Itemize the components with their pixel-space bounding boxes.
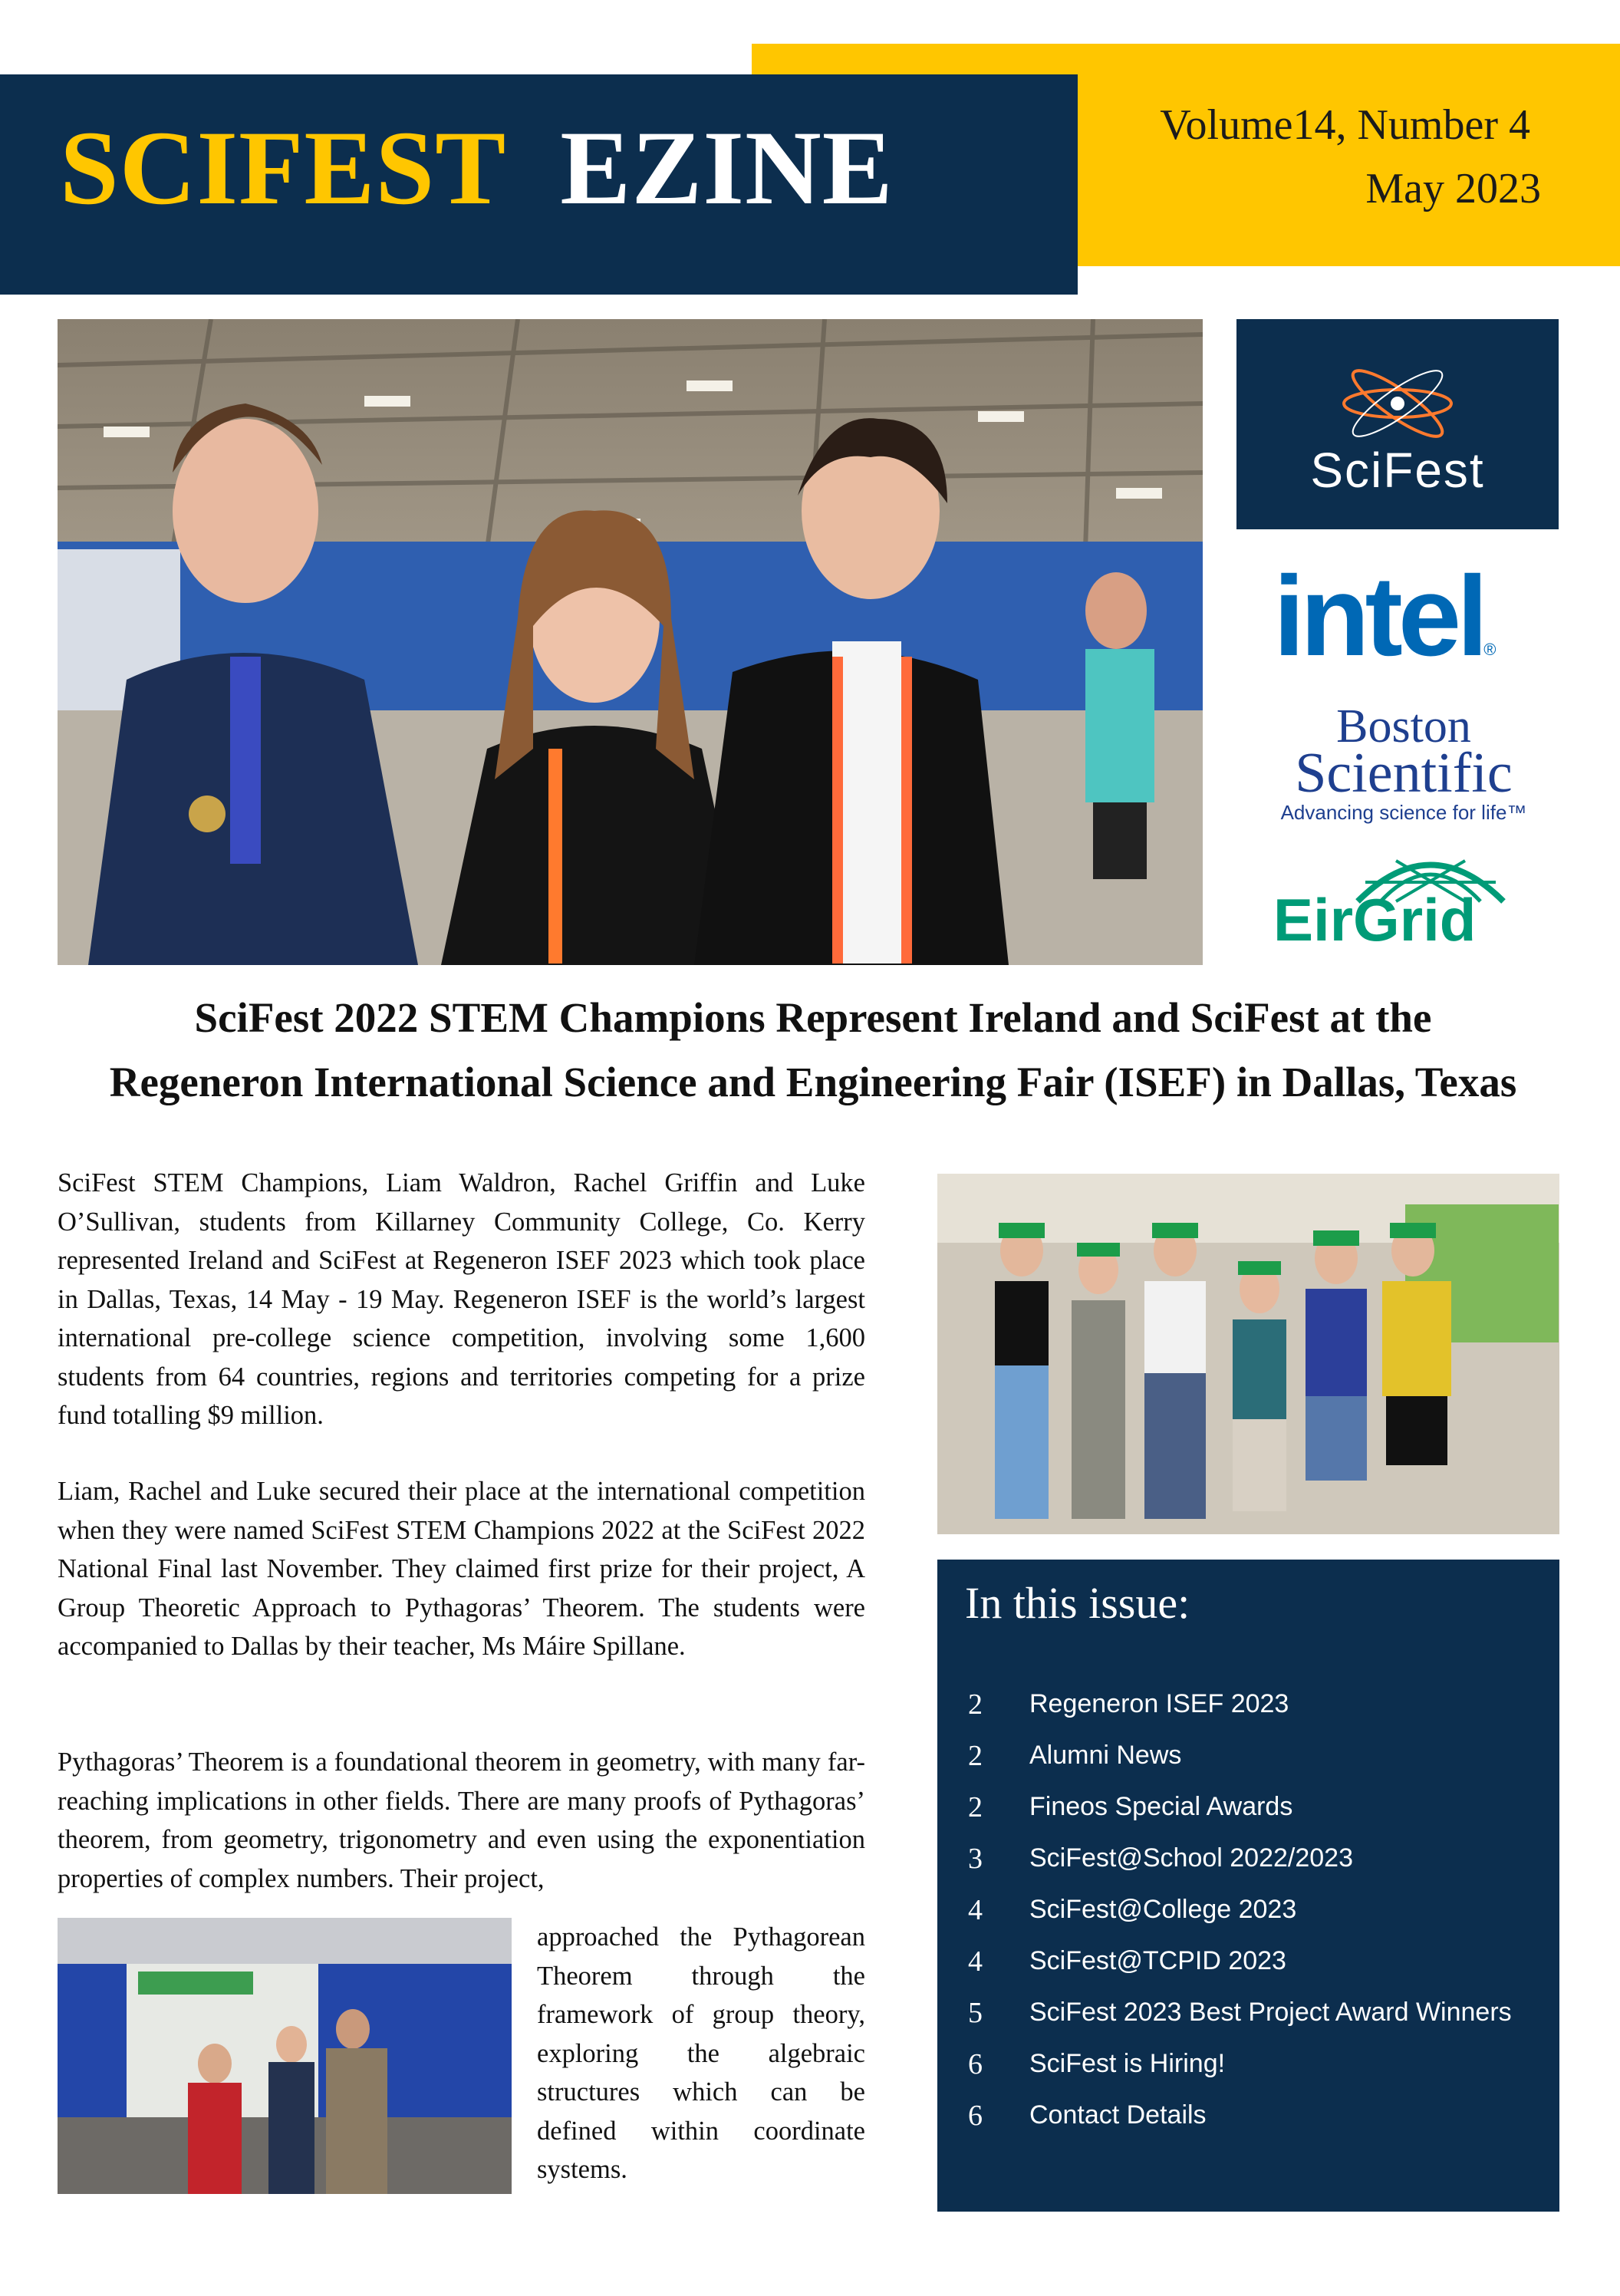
issue-item-page: 3 xyxy=(968,1843,983,1875)
issue-list-item[interactable] xyxy=(968,2101,1512,2153)
issue-item-page: 4 xyxy=(968,1894,983,1926)
issue-volume: Volume14, Number 4 xyxy=(1160,101,1530,149)
eirgrid-logo xyxy=(1273,844,1534,959)
in-this-issue-box xyxy=(937,1560,1559,2212)
boston-logo-line1: Boston xyxy=(1336,700,1471,753)
issue-item-label: Regeneron ISEF 2023 xyxy=(1029,1689,1289,1718)
masthead-title xyxy=(60,109,894,226)
article-paragraph-1: SciFest STEM Champions, Liam Waldron, Rachel Griffin and Luke O’Sullivan, students from Killarney Community College, Co. Kerry represented Ireland and SciFest at Regeneron ISEF 2023 which took place in Dallas, Texas, 14 May - 19 May. Regeneron ISEF is the world’s largest international pre-college science competition, involving some 1,600 students from 64 countries, regions and territories competing for a prize fund totalling $9 million. xyxy=(58,1168,865,1430)
issue-item-label: SciFest@TCPID 2023 xyxy=(1029,1946,1286,1975)
headline-line-1: SciFest 2022 STEM Champions Represent Ireland and SciFest at the xyxy=(194,994,1432,1041)
article-paragraph-3: Pythagoras’ Theorem is a foundational theorem in geometry, with many far-reaching implications in other fields. There are many proofs of Pythagoras’ theorem, from geometry, trigonometry and even using the exponentiation properties of complex numbers. Their project, xyxy=(58,1748,865,1893)
atom-icon xyxy=(1336,365,1459,442)
group-photo-green-caps xyxy=(937,1174,1559,1534)
issue-list xyxy=(968,1690,1512,2153)
article-paragraph-2: Liam, Rachel and Luke secured their place at the international competition when they were named SciFest STEM Champions 2022 at the SciFest 2022 National Final last November. They claimed first prize for their project, A Group Theoretic Approach to Pythagoras’ Theorem. The students were accompanied to Dallas by their teacher, Ms Máire Spillane. xyxy=(58,1477,865,1661)
masthead-title-scifest: SCIFEST xyxy=(60,109,507,226)
issue-item-page: 2 xyxy=(968,1740,983,1772)
issue-list-item[interactable] xyxy=(968,1844,1512,1896)
intel-logo: intel® xyxy=(1273,553,1497,680)
issue-item-label: Contact Details xyxy=(1029,2100,1207,2130)
intel-logo-text: intel xyxy=(1273,553,1484,680)
project-board-photo xyxy=(58,1918,512,2194)
boston-logo-tagline: Advancing science for life™ xyxy=(1280,800,1527,824)
issue-item-label: SciFest 2023 Best Project Award Winners xyxy=(1029,1998,1512,2027)
eirgrid-logo-text: EirGrid xyxy=(1273,886,1477,954)
scifest-logo-text: SciFest xyxy=(1310,443,1485,498)
issue-list-item[interactable] xyxy=(968,1896,1512,1947)
issue-item-page: 4 xyxy=(968,1945,983,1978)
boston-logo-line2: Scientific xyxy=(1295,741,1513,805)
issue-list-item[interactable] xyxy=(968,1998,1512,2050)
issue-item-page: 6 xyxy=(968,2048,983,2080)
main-photo-students xyxy=(58,319,1203,965)
issue-list-item[interactable] xyxy=(968,1947,1512,1998)
issue-item-label: Alumni News xyxy=(1029,1741,1182,1770)
headline-line-2: Regeneron International Science and Engineering Fair (ISEF) in Dallas, Texas xyxy=(109,1059,1517,1105)
issue-item-label: SciFest@School 2022/2023 xyxy=(1029,1843,1353,1873)
masthead-title-ezine: EZINE xyxy=(560,109,894,226)
issue-item-page: 6 xyxy=(968,2100,983,2132)
boston-scientific-logo xyxy=(1258,700,1549,828)
article-headline xyxy=(31,986,1595,1115)
issue-item-label: Fineos Special Awards xyxy=(1029,1792,1293,1821)
issue-item-label: SciFest is Hiring! xyxy=(1029,2049,1226,2078)
in-this-issue-title: In this issue: xyxy=(965,1578,1190,1628)
issue-list-item[interactable] xyxy=(968,1793,1512,1844)
issue-list-item[interactable] xyxy=(968,1690,1512,1741)
issue-item-page: 2 xyxy=(968,1791,983,1823)
issue-list-item[interactable] xyxy=(968,2050,1512,2101)
issue-date: May 2023 xyxy=(1365,165,1541,212)
scifest-logo xyxy=(1236,319,1559,529)
issue-list-item[interactable] xyxy=(968,1741,1512,1793)
issue-item-label: SciFest@College 2023 xyxy=(1029,1895,1297,1924)
issue-item-page: 2 xyxy=(968,1688,983,1721)
issue-item-page: 5 xyxy=(968,1997,983,2029)
article-paragraph-4: approached the Pythagorean Theorem through the framework of group theory, exploring the algebraic structures which can be defined within coordinate systems. xyxy=(537,1922,865,2184)
